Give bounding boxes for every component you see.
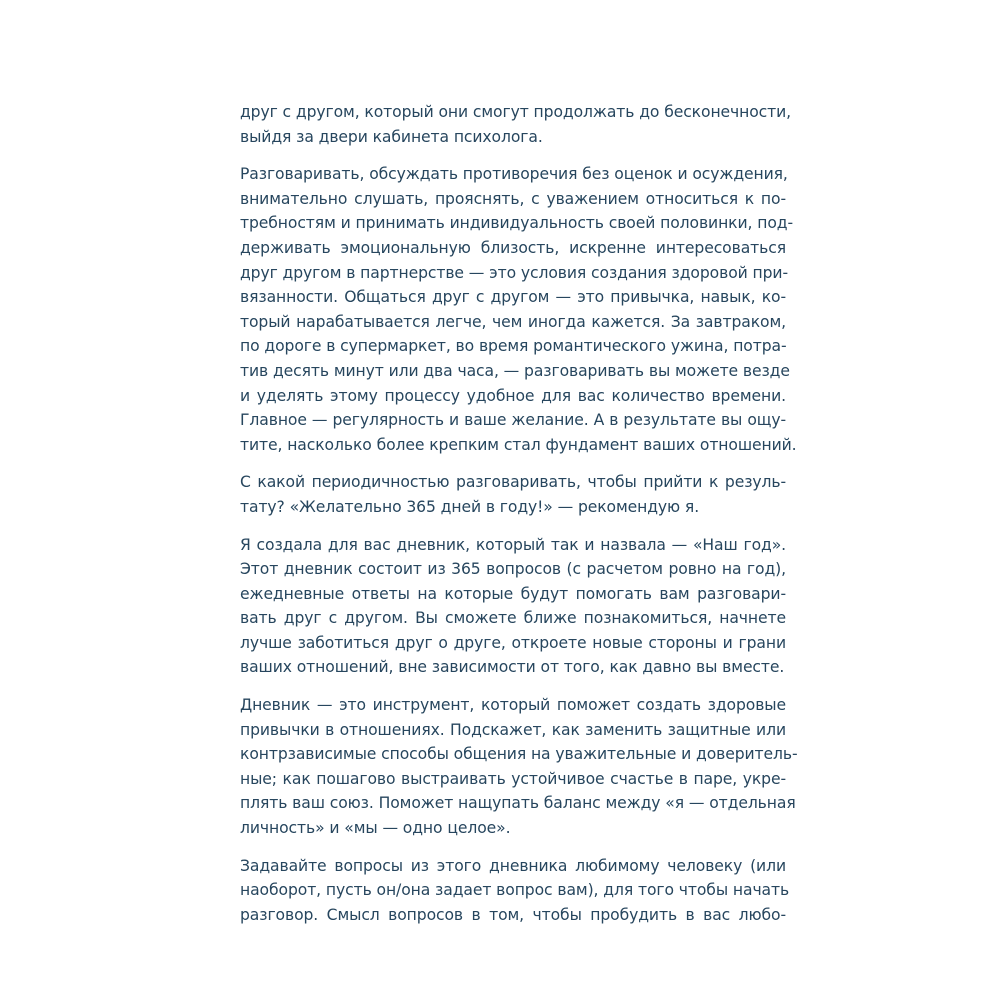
text-line: ежедневные ответы на которые будут помогать вам разговари- xyxy=(240,584,786,603)
text-line: тату? «Желательно 365 дней в году!» — рекомендую я. xyxy=(240,497,700,516)
text-line: разговор. Смысл вопросов в том, чтобы пробудить в вас любо- xyxy=(240,905,786,924)
book-page-text xyxy=(240,100,798,940)
text-line: друг другом в партнерстве — это условия создания здоровой при- xyxy=(240,263,788,282)
text-line: наоборот, пусть он/она задает вопрос вам), для того чтобы начать xyxy=(240,881,790,900)
text-line: торый нарабатывается легче, чем иногда кажется. За завтраком, xyxy=(240,312,786,331)
text-line: внимательно слушать, прояснять, с уважением относиться к по- xyxy=(240,189,786,208)
text-line: ные; как пошагово выстраивать устойчивое счастье в паре, укре- xyxy=(240,769,786,788)
text-line: Разговаривать, обсуждать противоречия без оценок и осуждения, xyxy=(240,165,788,184)
text-line: держивать эмоциональную близость, искренне интересоваться xyxy=(240,238,786,257)
text-line: выйдя за двери кабинета психолога. xyxy=(240,127,543,146)
paragraph-5 xyxy=(240,693,798,841)
text-line: вать друг с другом. Вы сможете ближе познакомиться, начнете xyxy=(240,609,786,628)
paragraph-6 xyxy=(240,854,790,928)
text-line: и уделять этому процессу удобное для вас количество времени. xyxy=(240,386,786,405)
text-line: привычки в отношениях. Подскажет, как заменить защитные или xyxy=(240,720,786,739)
text-line: Я создала для вас дневник, который так и назвала — «Наш год». xyxy=(240,535,786,554)
text-line: Этот дневник состоит из 365 вопросов (с расчетом ровно на год), xyxy=(240,560,786,579)
text-line: Задавайте вопросы из этого дневника любимому человеку (или xyxy=(240,856,786,875)
text-line: вязанности. Общаться друг с другом — это привычка, навык, ко- xyxy=(240,288,786,307)
text-line: друг с другом, который они смогут продолжать до бесконечности, xyxy=(240,103,792,121)
text-line: требностям и принимать индивидуальность своей половинки, под- xyxy=(240,214,793,233)
paragraph-2 xyxy=(240,162,797,457)
text-line: лучше заботиться друг о друге, откроете новые стороны и грани xyxy=(240,633,786,652)
paragraph-4 xyxy=(240,533,786,681)
paragraph-3 xyxy=(240,470,786,519)
text-line: по дороге в супермаркет, во время романтического ужина, потра- xyxy=(240,337,787,356)
text-line: Дневник — это инструмент, который поможет создать здоровые xyxy=(240,696,786,715)
text-line: тите, насколько более крепким стал фундамент ваших отношений. xyxy=(240,435,797,454)
text-line: контрзависимые способы общения на уважительные и доверитель- xyxy=(240,745,798,764)
text-line: Главное — регулярность и ваше желание. А в результате вы ощу- xyxy=(240,411,786,430)
text-line: личность» и «мы — одно целое». xyxy=(240,819,511,838)
text-line: ваших отношений, вне зависимости от того, как давно вы вместе. xyxy=(240,658,785,677)
text-line: С какой периодичностью разговаривать, чтобы прийти к резуль- xyxy=(240,473,786,492)
text-line: плять ваш союз. Поможет нащупать баланс между «я — отдельная xyxy=(240,794,796,813)
text-line: тив десять минут или два часа, — разговаривать вы можете везде xyxy=(240,361,790,380)
paragraph-1 xyxy=(240,100,792,149)
